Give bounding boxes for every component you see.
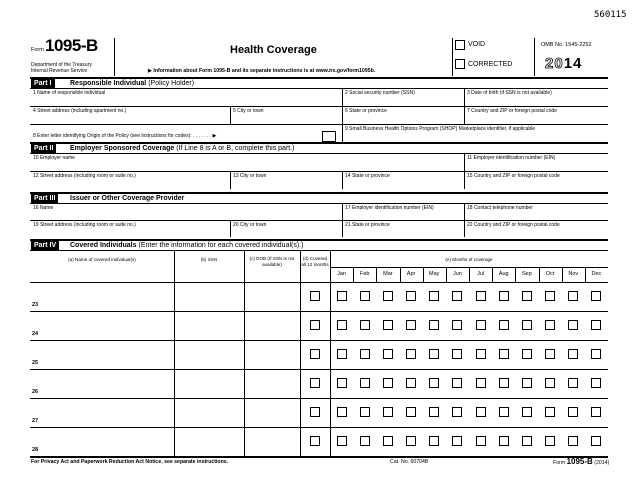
- row-23-all-12-months-checkbox[interactable]: [310, 291, 320, 301]
- part3-badge: Part III: [31, 194, 58, 203]
- row-25-sep-checkbox[interactable]: [522, 349, 532, 359]
- top-code: 560115: [594, 10, 627, 20]
- row-23-dec-checkbox[interactable]: [591, 291, 601, 301]
- col-a-header: (a) Name of covered individual(s): [68, 257, 136, 262]
- row-27-all-12-months-checkbox[interactable]: [310, 407, 320, 417]
- month-header-nov: Nov: [568, 271, 579, 277]
- month-header-aug: Aug: [498, 271, 509, 277]
- field-6-state[interactable]: 6 State or province: [345, 108, 387, 114]
- row-25-ssn-cell[interactable]: [175, 341, 243, 368]
- part3-title: [70, 194, 184, 203]
- row-24-feb-checkbox[interactable]: [360, 320, 370, 330]
- field-8-origin: 8 Enter letter identifying Origin of the Policy (see instructions for codes): . . . . . . . ▶: [33, 133, 217, 139]
- col-d-header-line1: (d) Covered: [302, 256, 328, 261]
- row-25-all-12-months-checkbox[interactable]: [310, 349, 320, 359]
- row-27-apr-checkbox[interactable]: [406, 407, 416, 417]
- col-c-header: [244, 256, 300, 267]
- row-28-jul-checkbox[interactable]: [476, 436, 486, 446]
- row-26-feb-checkbox[interactable]: [360, 378, 370, 388]
- field-12-employer-street[interactable]: 12 Street address (including room or suite no.): [33, 173, 136, 179]
- row-28-mar-checkbox[interactable]: [383, 436, 393, 446]
- month-header-jan: Jan: [337, 271, 347, 277]
- part4-subtitle: (Enter the information for each covered individual(s).): [138, 242, 304, 249]
- row-26-jun-checkbox[interactable]: [452, 378, 462, 388]
- field-3-dob[interactable]: 3 Date of birth (if SSN is not available): [467, 90, 552, 96]
- tax-year-prefix: 20: [545, 55, 564, 72]
- field-15-employer-country-zip[interactable]: 15 Country and ZIP or foreign postal code: [467, 173, 560, 179]
- dept-line-1: Department of the Treasury: [31, 62, 92, 68]
- part1-title: [70, 79, 194, 88]
- row-24-name-cell[interactable]: [31, 312, 173, 339]
- row-24-dec-checkbox[interactable]: [591, 320, 601, 330]
- row-28-all-12-months-checkbox[interactable]: [310, 436, 320, 446]
- row-25-nov-checkbox[interactable]: [568, 349, 578, 359]
- form-title: Health Coverage: [230, 44, 317, 56]
- part2-title-bold: Employer Sponsored Coverage: [70, 145, 175, 152]
- col-c-header-line2: available): [262, 261, 282, 267]
- row-23-may-checkbox[interactable]: [429, 291, 439, 301]
- info-line: ▶ Information about Form 1095-B and its separate instructions is at www.irs.gov/form1095b.: [148, 68, 376, 74]
- row-25-feb-checkbox[interactable]: [360, 349, 370, 359]
- month-header-jun: Jun: [452, 271, 462, 277]
- row-25-oct-checkbox[interactable]: [545, 349, 555, 359]
- part1-badge: Part I: [31, 79, 55, 88]
- field-16-issuer-name[interactable]: 16 Name: [33, 205, 54, 211]
- row-26-jul-checkbox[interactable]: [476, 378, 486, 388]
- row-26-nov-checkbox[interactable]: [568, 378, 578, 388]
- row-27-oct-checkbox[interactable]: [545, 407, 555, 417]
- field-5-city[interactable]: 5 City or town: [233, 108, 264, 114]
- field-19-issuer-street[interactable]: 19 Street address (including room or suite no.): [33, 222, 136, 228]
- row-26-ssn-cell[interactable]: [175, 370, 243, 397]
- row-23-apr-checkbox[interactable]: [406, 291, 416, 301]
- row-24-oct-checkbox[interactable]: [545, 320, 555, 330]
- row-24-all-12-months-checkbox[interactable]: [310, 320, 320, 330]
- tax-year-suffix: 14: [563, 55, 583, 72]
- row-27-dob-cell[interactable]: [245, 399, 299, 426]
- month-header-sep: Sep: [522, 271, 532, 277]
- row-28-name-cell[interactable]: [31, 428, 173, 455]
- row-27-feb-checkbox[interactable]: [360, 407, 370, 417]
- row-28-may-checkbox[interactable]: [429, 436, 439, 446]
- row-number-28: 28: [32, 447, 39, 453]
- row-23-mar-checkbox[interactable]: [383, 291, 393, 301]
- form-number: 1095-B: [45, 36, 98, 55]
- row-number-26: 26: [32, 389, 39, 395]
- row-24-dob-cell[interactable]: [245, 312, 299, 339]
- row-25-jan-checkbox[interactable]: [337, 349, 347, 359]
- month-header-oct: Oct: [545, 271, 555, 277]
- row-28-dob-cell[interactable]: [245, 428, 299, 455]
- row-24-jan-checkbox[interactable]: [337, 320, 347, 330]
- row-28-oct-checkbox[interactable]: [545, 436, 555, 446]
- month-header-dec: Dec: [591, 271, 602, 277]
- row-27-mar-checkbox[interactable]: [383, 407, 393, 417]
- row-23-feb-checkbox[interactable]: [360, 291, 370, 301]
- part1-subtitle: (Policy Holder): [148, 80, 195, 87]
- row-27-aug-checkbox[interactable]: [499, 407, 509, 417]
- row-27-dec-checkbox[interactable]: [591, 407, 601, 417]
- footer-cat-no: Cat. No. 60704B: [390, 459, 429, 465]
- part4-title-bold: Covered Individuals: [70, 242, 137, 249]
- row-number-24: 24: [32, 331, 39, 337]
- row-number-23: 23: [32, 302, 39, 308]
- field-4-street[interactable]: 4 Street address (including apartment no.): [33, 108, 127, 114]
- row-26-sep-checkbox[interactable]: [522, 378, 532, 388]
- row-25-name-cell[interactable]: [31, 341, 173, 368]
- row-28-feb-checkbox[interactable]: [360, 436, 370, 446]
- row-25-may-checkbox[interactable]: [429, 349, 439, 359]
- field-11-employer-ein[interactable]: 11 Employer identification number (EIN): [467, 155, 556, 161]
- row-23-jan-checkbox[interactable]: [337, 291, 347, 301]
- row-24-nov-checkbox[interactable]: [568, 320, 578, 330]
- footer-form: [553, 457, 609, 466]
- field-10-employer-name[interactable]: 10 Employer name: [33, 155, 75, 161]
- void-checkbox[interactable]: [455, 40, 465, 50]
- row-26-aug-checkbox[interactable]: [499, 378, 509, 388]
- row-27-ssn-cell[interactable]: [175, 399, 243, 426]
- row-27-sep-checkbox[interactable]: [522, 407, 532, 417]
- footer-form-word: Form: [553, 460, 566, 466]
- row-24-jun-checkbox[interactable]: [452, 320, 462, 330]
- row-28-jan-checkbox[interactable]: [337, 436, 347, 446]
- month-header-feb: Feb: [359, 271, 370, 277]
- row-25-dob-cell[interactable]: [245, 341, 299, 368]
- field-7-country-zip[interactable]: 7 Country and ZIP or foreign postal code: [467, 108, 557, 114]
- part4-badge: Part IV: [31, 241, 59, 250]
- corrected-label: CORRECTED: [468, 61, 513, 68]
- row-27-nov-checkbox[interactable]: [568, 407, 578, 417]
- row-24-mar-checkbox[interactable]: [383, 320, 393, 330]
- row-number-27: 27: [32, 418, 39, 424]
- row-26-jan-checkbox[interactable]: [337, 378, 347, 388]
- row-24-apr-checkbox[interactable]: [406, 320, 416, 330]
- row-25-jul-checkbox[interactable]: [476, 349, 486, 359]
- row-23-dob-cell[interactable]: [245, 283, 299, 310]
- row-26-dob-cell[interactable]: [245, 370, 299, 397]
- omb-number: OMB No. 1545-2252: [541, 42, 592, 48]
- void-label: VOID: [468, 41, 486, 48]
- corrected-checkbox[interactable]: [455, 59, 465, 69]
- part2-subtitle: (If Line 8 is A or B, complete this part.): [176, 145, 295, 152]
- month-header-apr: Apr: [406, 271, 416, 277]
- row-26-may-checkbox[interactable]: [429, 378, 439, 388]
- part4-title: [70, 241, 303, 250]
- footer-notice: For Privacy Act and Paperwork Reduction Act Notice, see separate instructions.: [31, 459, 229, 465]
- row-23-aug-checkbox[interactable]: [499, 291, 509, 301]
- row-24-ssn-cell[interactable]: [175, 312, 243, 339]
- row-26-all-12-months-checkbox[interactable]: [310, 378, 320, 388]
- row-25-dec-checkbox[interactable]: [591, 349, 601, 359]
- row-27-jun-checkbox[interactable]: [452, 407, 462, 417]
- row-26-apr-checkbox[interactable]: [406, 378, 416, 388]
- header-divider-right: [452, 38, 453, 76]
- row-25-jun-checkbox[interactable]: [452, 349, 462, 359]
- tax-year: [545, 55, 582, 72]
- row-number-25: 25: [32, 360, 39, 366]
- row-28-apr-checkbox[interactable]: [406, 436, 416, 446]
- row-24-sep-checkbox[interactable]: [522, 320, 532, 330]
- row-26-mar-checkbox[interactable]: [383, 378, 393, 388]
- month-header-jul: Jul: [477, 271, 485, 277]
- row-23-sep-checkbox[interactable]: [522, 291, 532, 301]
- row-23-jul-checkbox[interactable]: [476, 291, 486, 301]
- row-23-ssn-cell[interactable]: [175, 283, 243, 310]
- part2-title: [70, 144, 295, 153]
- footer-form-year: (2014): [594, 460, 610, 466]
- row-24-may-checkbox[interactable]: [429, 320, 439, 330]
- row-28-jun-checkbox[interactable]: [452, 436, 462, 446]
- row-27-name-cell[interactable]: [31, 399, 173, 426]
- field-1-name[interactable]: 1 Name of responsible individual: [33, 90, 106, 96]
- row-26-name-cell[interactable]: [31, 370, 173, 397]
- field-8-origin-box[interactable]: [322, 131, 336, 142]
- row-26-dec-checkbox[interactable]: [591, 378, 601, 388]
- col-b-header: (b) SSN: [200, 257, 218, 262]
- row-24-jul-checkbox[interactable]: [476, 320, 486, 330]
- col-e-header: (e) Months of coverage: [445, 257, 493, 262]
- field-21-issuer-state[interactable]: 21 State or province: [345, 222, 390, 228]
- row-23-jun-checkbox[interactable]: [452, 291, 462, 301]
- col-d-header: [300, 256, 330, 267]
- omb-divider: [534, 38, 535, 76]
- row-23-name-cell[interactable]: [31, 283, 173, 310]
- row-23-oct-checkbox[interactable]: [545, 291, 555, 301]
- row-28-ssn-cell[interactable]: [175, 428, 243, 455]
- row-28-nov-checkbox[interactable]: [568, 436, 578, 446]
- field-20-issuer-city[interactable]: 20 City or town: [233, 222, 267, 228]
- row-26-oct-checkbox[interactable]: [545, 378, 555, 388]
- field-17-issuer-ein[interactable]: 17 Employer identification number (EIN): [345, 205, 434, 211]
- month-header-may: May: [429, 271, 440, 277]
- footer-form-number: 1095-B: [566, 457, 593, 466]
- part3-title-bold: Issuer or Other Coverage Provider: [70, 195, 185, 202]
- header-divider-left: [114, 38, 115, 76]
- field-2-ssn[interactable]: 2 Social security number (SSN): [345, 90, 415, 96]
- field-18-contact-phone[interactable]: 18 Contact telephone number: [467, 205, 533, 211]
- row-27-jul-checkbox[interactable]: [476, 407, 486, 417]
- col-d-header-line2: all 12 months: [301, 261, 329, 267]
- part2-badge: Part II: [31, 144, 56, 153]
- field-13-employer-city[interactable]: 13 City or town: [233, 173, 267, 179]
- row-24-aug-checkbox[interactable]: [499, 320, 509, 330]
- part1-title-bold: Responsible Individual: [70, 80, 147, 87]
- field-9-shop-id[interactable]: 9 Small Business Health Options Program (SHOP) Marketplace identifier, if applicable: [345, 126, 536, 132]
- row-28-dec-checkbox[interactable]: [591, 436, 601, 446]
- row-28-aug-checkbox[interactable]: [499, 436, 509, 446]
- col-c-header-line1: (c) DOB (If SSN is not: [249, 256, 295, 261]
- row-25-apr-checkbox[interactable]: [406, 349, 416, 359]
- field-14-employer-state[interactable]: 14 State or province: [345, 173, 390, 179]
- row-27-may-checkbox[interactable]: [429, 407, 439, 417]
- form-word: Form: [31, 47, 44, 53]
- row-28-sep-checkbox[interactable]: [522, 436, 532, 446]
- field-22-issuer-country-zip[interactable]: 22 Country and ZIP or foreign postal code: [467, 222, 560, 228]
- month-header-mar: Mar: [383, 271, 393, 277]
- row-25-mar-checkbox[interactable]: [383, 349, 393, 359]
- dept-line-2: Internal Revenue Service: [31, 68, 88, 74]
- row-23-nov-checkbox[interactable]: [568, 291, 578, 301]
- row-25-aug-checkbox[interactable]: [499, 349, 509, 359]
- row-27-jan-checkbox[interactable]: [337, 407, 347, 417]
